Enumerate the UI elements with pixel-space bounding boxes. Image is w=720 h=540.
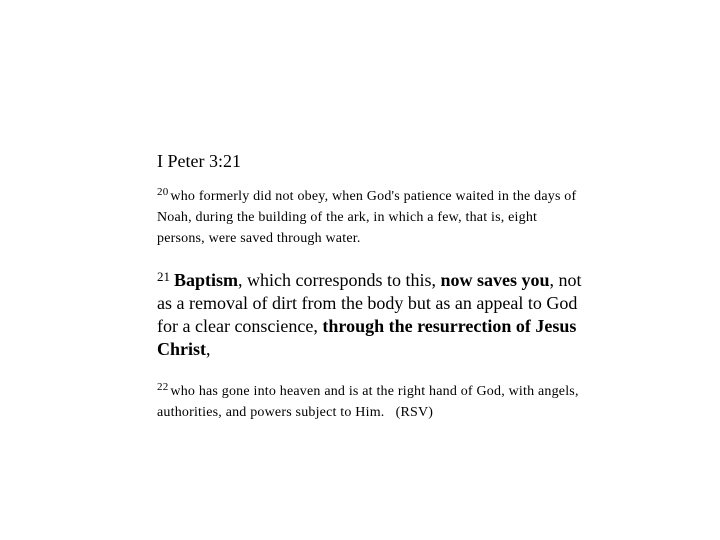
verse-20-text: who formerly did not obey, when God's patience waited in the days of Noah, during the building of the ark, in which a few, that is, eight persons, were saved through water. (157, 189, 577, 246)
verse-21 (157, 265, 587, 361)
verse-number-20: 20 (157, 186, 169, 198)
emphasis-through-resurrection: through the resurrection of Jesus Christ (157, 316, 577, 359)
verse-number-22: 22 (157, 381, 169, 393)
verse-22 (157, 377, 587, 423)
verse-21-text-3: , (206, 339, 211, 359)
scripture-reference: I Peter 3:21 (157, 151, 241, 171)
emphasis-now-saves-you: now saves you (440, 270, 550, 290)
verse-20 (157, 182, 587, 249)
emphasis-baptism: Baptism (174, 270, 239, 290)
scripture-passage (157, 150, 587, 423)
verse-22-text: who has gone into heaven and is at the right hand of God, with angels, authorities, and powers subject to Him. (157, 384, 579, 420)
verse-number-21: 21 (157, 269, 170, 284)
bible-version: (RSV) (395, 405, 434, 420)
verse-21-text-1: , which corresponds to this, (238, 270, 441, 290)
verse-21-text-2: , not as a removal of dirt from the body but as an appeal to God for a clear conscience, (157, 270, 582, 336)
